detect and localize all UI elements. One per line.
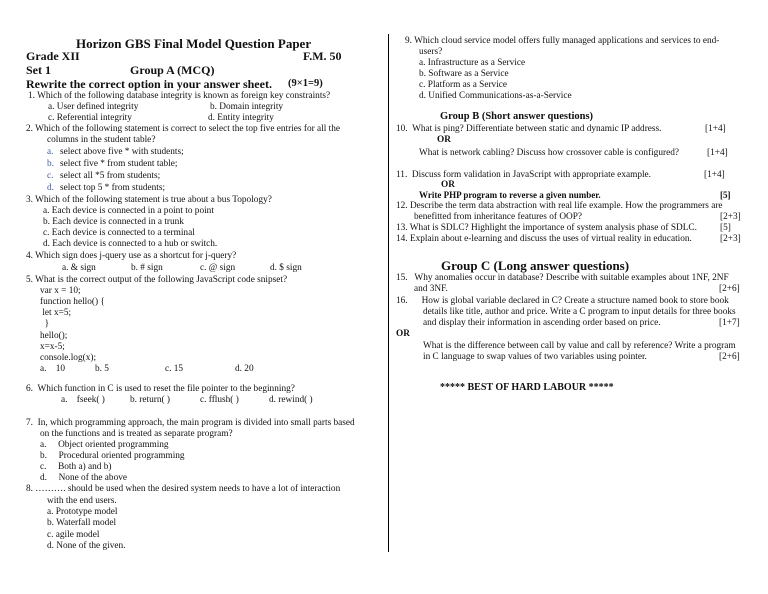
question-2: 2. Which of the following statement is correct to select the top five entries for all the <box>26 124 341 134</box>
q6-option-d: d. rewind( ) <box>269 395 313 405</box>
q16-marks: [1+7] <box>719 318 740 328</box>
question-1: 1. Which of the following database integrity is known as foreign key constraints? <box>28 91 331 101</box>
code-line: console.log(x); <box>40 353 97 363</box>
question-5: 5. What is the correct output of the following JavaScript code snipset? <box>26 275 288 285</box>
code-line: } <box>40 319 50 329</box>
q2-marker-a: a. <box>47 147 54 157</box>
question-8: 8. ………. should be used when the desired system needs to have a lot of interaction <box>26 484 341 494</box>
or-label: OR <box>437 135 451 145</box>
q11-alt-marks: [5] <box>720 190 731 200</box>
code-line: x=x-5; <box>40 342 65 352</box>
group-c-heading: Group C (Long answer questions) <box>441 258 630 273</box>
question-16-alt: What is the difference between call by value and call by reference? Write a program <box>423 341 736 351</box>
question-4: 4. Which sign does j-query use as a shortcut for j-query? <box>26 251 237 261</box>
group-a-heading: Group A (MCQ) <box>130 63 215 77</box>
question-15-cont: and 3NF. <box>414 284 448 294</box>
column-divider <box>388 34 389 552</box>
q1-option-a: a. User defined integrity <box>48 102 139 112</box>
question-12: 12. Describe the term data abstraction with real life example. How the programmers are <box>396 201 723 211</box>
question-7: 7. In, which programming approach, the main program is divided into small parts based <box>26 418 355 428</box>
q3-option-c: c. Each device is connected to a terminal <box>43 228 195 238</box>
question-14: 14. Explain about e-learning and discuss the uses of virtual reality in education. <box>396 234 692 244</box>
question-16-cont: and display their information in ascending order based on price. <box>423 318 661 328</box>
q4-option-d: d. $ sign <box>270 263 302 273</box>
q6-option-c: c. fflush( ) <box>200 395 239 405</box>
q1-option-d: d. Entity integrity <box>208 113 274 123</box>
question-7-cont: on the functions and is treated as separate program? <box>40 429 233 439</box>
code-line: function hello() { <box>40 297 105 307</box>
q5-option-b: b. 5 <box>95 364 109 374</box>
q11-marks: [1+4] <box>704 170 725 180</box>
q6-option-b: b. return( ) <box>130 395 171 405</box>
question-6: 6. Which function in C is used to reset the file pointer to the beginning? <box>26 384 295 394</box>
question-10-alt: What is network cabling? Discuss how crossover cable is configured? <box>419 148 679 158</box>
question-9-cont: users? <box>419 47 443 57</box>
q14-marks: [2+3] <box>720 234 741 244</box>
q7-option-b: b. Procedural oriented programming <box>40 451 185 461</box>
q1-option-c: c. Referential integrity <box>48 113 132 123</box>
question-11-alt: Write PHP program to reverse a given number. <box>419 190 601 200</box>
instruction: Rewrite the correct option in your answer sheet. <box>26 77 272 91</box>
marks-note: (9×1=9) <box>288 78 323 89</box>
or-label: OR <box>441 180 455 190</box>
grade-label: Grade XII <box>26 49 80 63</box>
or-label: OR <box>396 329 410 339</box>
question-9: 9. Which cloud service model offers fully managed applications and services to end- <box>405 36 720 46</box>
q6-option-a: a. fseek( ) <box>61 395 105 405</box>
question-8-cont: with the end users. <box>47 496 117 506</box>
q2-option-b: select five * from student table; <box>60 159 178 169</box>
q3-option-d: d. Each device is connected to a hub or switch. <box>43 239 218 249</box>
group-b-heading: Group B (Short answer questions) <box>440 111 594 122</box>
question-12-cont: benefitted from inheritance features of OOP? <box>414 212 583 222</box>
q5-option-a: a. 10 <box>40 364 66 374</box>
q3-option-b: b. Each device is connected in a trunk <box>43 217 184 227</box>
q2-marker-b: b. <box>47 159 54 169</box>
q15-marks: [2+6] <box>719 284 740 294</box>
question-3: 3. Which of the following statement is true about a bus Topology? <box>26 195 272 205</box>
question-2-cont: columns in the student table? <box>47 135 156 145</box>
question-11: 11. Discuss form validation in JavaScript with appropriate example. <box>396 170 652 180</box>
q13-marks: [5] <box>720 223 731 233</box>
q2-option-a: select above five * with students; <box>60 147 184 157</box>
q10-alt-marks: [1+4] <box>707 148 728 158</box>
q2-option-d: select top 5 * from students; <box>60 183 166 193</box>
q12-marks: [2+3] <box>720 212 741 222</box>
q9-option-c: c. Platform as a Service <box>419 80 508 90</box>
q8-option-a: a. Prototype model <box>47 507 118 517</box>
q7-option-d: d. None of the above <box>40 473 128 483</box>
question-16-alt-cont: in C language to swap values of two variables using pointer. <box>423 352 647 362</box>
q16-alt-marks: [2+6] <box>719 352 740 362</box>
q8-option-d: d. None of the given. <box>47 541 126 551</box>
q2-option-c: select all *5 from students; <box>60 171 161 181</box>
code-line: var x = 10; <box>40 286 81 296</box>
code-line: let x=5; <box>40 308 72 318</box>
code-line: hello(); <box>40 331 68 341</box>
q4-option-a: a. & sign <box>62 263 96 273</box>
q3-option-a: a. Each device is connected in a point to point <box>43 206 214 216</box>
q5-option-c: c. 15 <box>165 364 184 374</box>
q7-option-a: a. Object oriented programming <box>40 440 169 450</box>
q4-option-b: b. # sign <box>131 263 163 273</box>
footer-motto: ***** BEST OF HARD LABOUR ***** <box>440 382 614 393</box>
q9-option-b: b. Software as a Service <box>419 69 509 79</box>
question-16: 16. How is global variable declared in C? Create a structure named book to store book <box>396 296 729 306</box>
question-16-cont: details like title, author and price. Write a C program to input details for three books <box>423 307 736 317</box>
q4-option-c: c. @ sign <box>200 263 236 273</box>
full-marks-label: F.M. 50 <box>303 49 342 63</box>
q9-option-a: a. Infrastructure as a Service <box>419 58 526 68</box>
q5-option-d: d. 20 <box>235 364 254 374</box>
q9-option-d: d. Unified Communications-as-a-Service <box>419 91 572 101</box>
question-10: 10. What is ping? Differentiate between static and dynamic IP address. <box>396 124 662 134</box>
set-label: Set 1 <box>26 63 51 77</box>
page-title: Horizon GBS Final Model Question Paper <box>76 36 312 51</box>
q2-marker-c: c. <box>47 171 54 181</box>
q1-option-b: b. Domain integrity <box>210 102 284 112</box>
question-13: 13. What is SDLC? Highlight the importance of system analysis phase of SDLC. <box>396 223 697 233</box>
question-15: 15. Why anomalies occur in database? Describe with suitable examples about 1NF, 2NF <box>396 273 729 283</box>
q10-marks: [1+4] <box>705 124 726 134</box>
q2-marker-d: d. <box>47 183 54 193</box>
q8-option-c: c. agile model <box>47 530 100 540</box>
q8-option-b: b. Waterfall model <box>47 518 117 528</box>
q7-option-c: c. Both a) and b) <box>40 462 112 472</box>
